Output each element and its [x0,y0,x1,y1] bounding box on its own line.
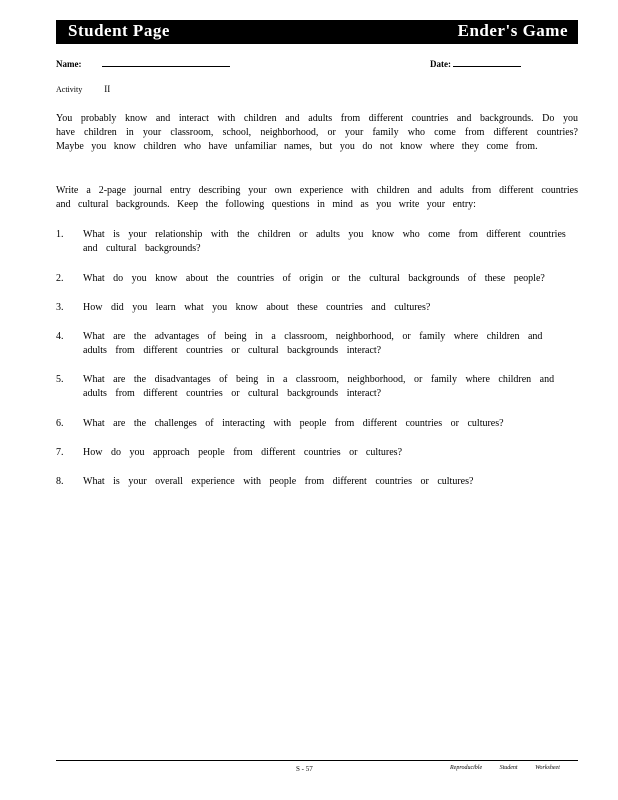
question-text: What are the advantages of being in a classroom, neighborhood, or family where children and adults from different countries or cultural backgrounds interact? [83,331,543,356]
question-item [56,373,568,401]
question-item [56,475,568,489]
activity-number: II [104,84,111,94]
footer-page-number: S - 57 [296,765,313,773]
intro-paragraph-2: Write a 2-page journal entry describing your own experience with children and adults from different countries and cultural backgrounds. Keep the following questions in mind as you write your entry: [56,185,578,210]
question-text: What is your relationship with the children or adults you know who come from different countries and cultural backgrounds? [83,229,566,254]
question-text: What are the disadvantages of being in a classroom, neighborhood, or family where children and adults from different countries or cultural backgrounds interact? [83,374,555,399]
date-field [430,58,521,69]
question-text: What are the challenges of interacting with people from different countries or cultures? [83,418,504,429]
activity-label: Activity [56,85,83,94]
header-right-title: Ender's Game [457,21,568,40]
intro-paragraph-1: You probably know and interact with children and adults from different countries and backgrounds. Do you have children in your classroom, school, neighborhood, or your family who come from different countries? Maybe you know children who have unfamiliar names, but you do not know where they come from. [56,113,578,152]
question-text: How did you learn what you know about these countries and cultures? [83,302,431,313]
activity-heading [56,84,110,94]
header-bar [56,20,578,44]
question-number: 3. [56,302,64,313]
question-number: 7. [56,447,64,458]
question-item [56,228,568,256]
name-field [56,58,230,69]
footer-divider [56,760,578,761]
question-number: 8. [56,476,64,487]
footer-note: Reproducible Student Worksheet [450,765,560,771]
header-left-title: Student Page [68,21,170,40]
question-number: 6. [56,418,64,429]
question-text: What is your overall experience with people from different countries or cultures? [83,476,474,487]
question-item [56,272,568,286]
question-item [56,417,568,431]
name-label: Name: [56,59,82,69]
question-text: How do you approach people from different countries or cultures? [83,447,403,458]
date-label: Date: [430,59,451,69]
question-item [56,330,568,358]
question-item [56,446,568,460]
question-number: 5. [56,374,64,385]
name-input-line[interactable] [102,58,230,67]
question-number: 1. [56,229,64,240]
question-number: 2. [56,273,64,284]
date-input-line[interactable] [453,58,521,67]
question-text: What do you know about the countries of origin or the cultural backgrounds of these people? [83,273,545,284]
question-number: 4. [56,331,64,342]
question-item [56,301,568,315]
